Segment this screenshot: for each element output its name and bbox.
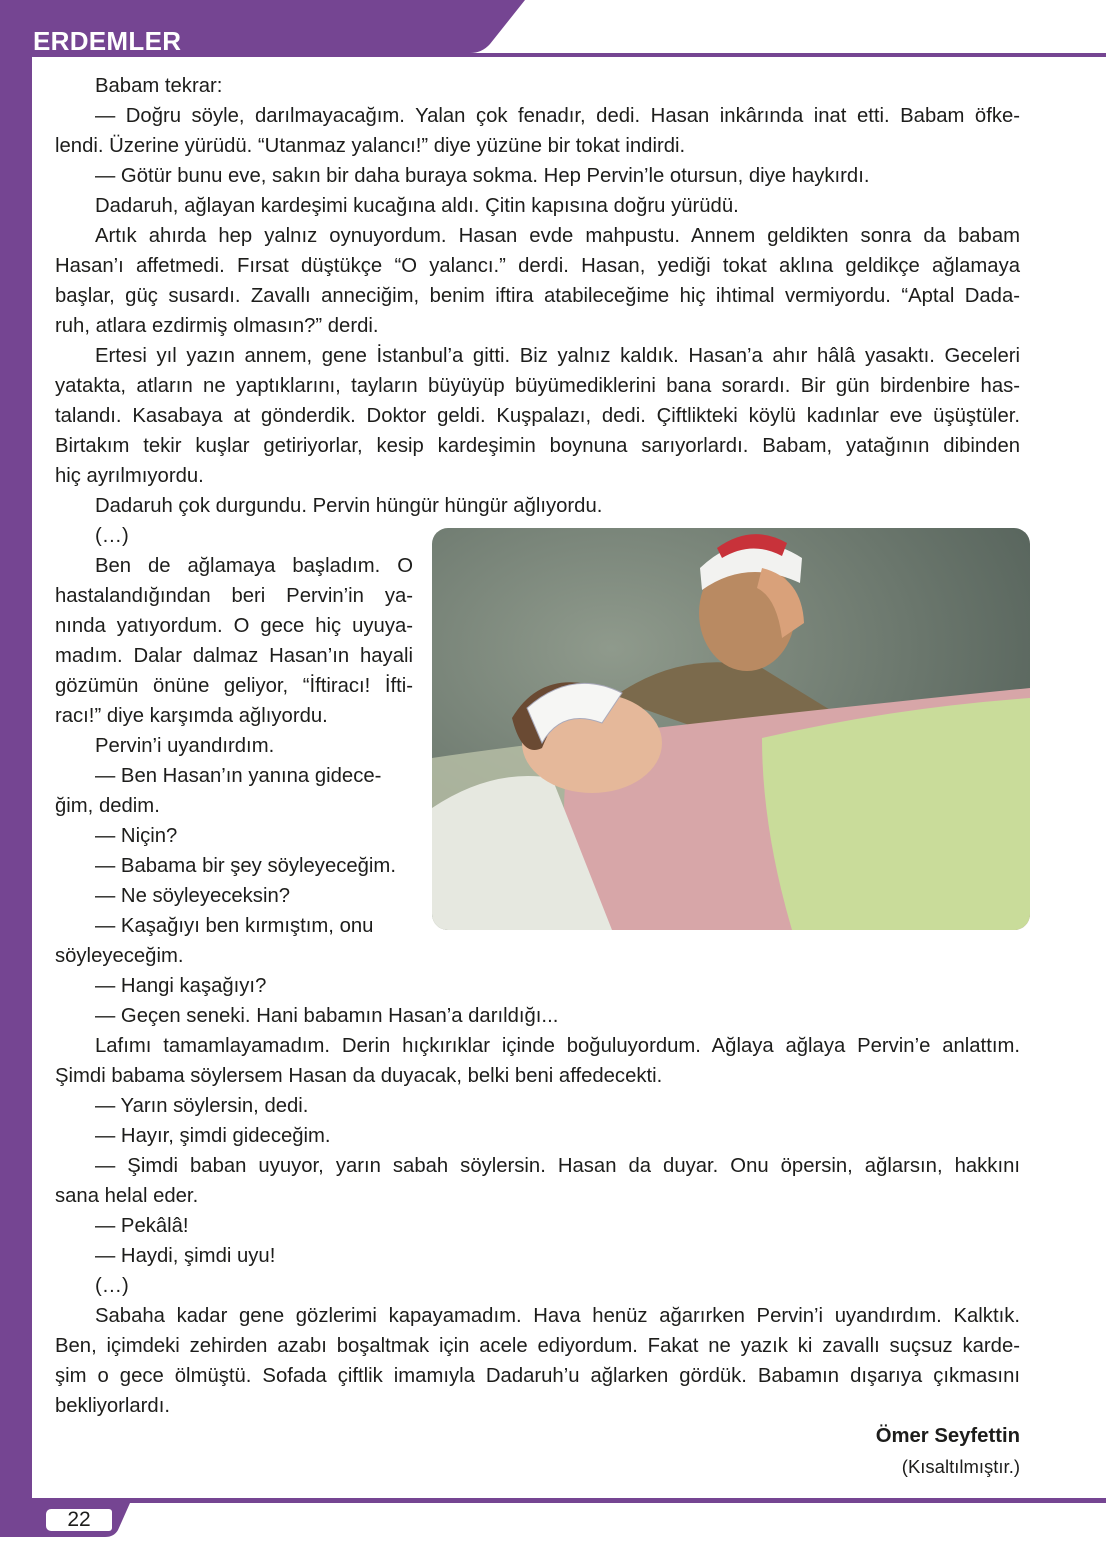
- text-line: — Yarın söylersin, dedi.: [95, 1095, 309, 1117]
- text-line: Ben de ağlamaya başladım. O: [95, 555, 413, 577]
- text-line: Dadaruh, ağlayan kardeşimi kucağına aldı. Çitin kapısına doğru yürüdü.: [95, 195, 739, 217]
- text-line: lendi. Üzerine yürüdü. “Utanmaz yalancı!” diye yüzüne bir tokat indirdi.: [55, 135, 686, 157]
- text-line: — Ne söyleyeceksin?: [95, 885, 291, 907]
- text-line: şim o gece ölmüştü. Sofada çiftlik imamıyla Dadaruh’u ağlarken gördük. Babamın dışarıya çıkmasını: [55, 1365, 1020, 1387]
- text-line: Babam tekrar:: [95, 75, 223, 97]
- text-line: Birtakım tekir kuşlar getiriyorlar, kesip kardeşimin boynuna sarıyorlardı. Babam, yatağının dibinden: [55, 435, 1020, 457]
- text-line: — Hangi kaşağıyı?: [95, 975, 267, 997]
- text-line: — Babama bir şey söyleyeceğim.: [95, 855, 396, 877]
- text-line: — Kaşağıyı ben kırmıştım, onu: [95, 915, 374, 937]
- section-title: ERDEMLER: [33, 26, 182, 56]
- text-line: Artık ahırda hep yalnız oynuyordum. Hasan evde mahpustu. Annem geldikten sonra da babam: [95, 225, 1020, 247]
- text-line: hastalandığından beri Pervin’in ya-: [55, 585, 413, 607]
- text-line: — Doğru söyle, darılmayacağım. Yalan çok fenadır, dedi. Hasan inkârında inat etti. Babam öfke-: [95, 105, 1020, 127]
- footer-banner: [0, 1498, 1106, 1540]
- text-line: Ben, içimdeki zehirden azabı boşaltmak için acele ediyordum. Fakat ne yazık ki zavallı suçsuz karde-: [55, 1335, 1020, 1357]
- text-line: — Geçen seneki. Hani babamın Hasan’a darıldığı...: [95, 1005, 559, 1027]
- text-line: hiç ayrılmıyordu.: [55, 465, 204, 487]
- text-line: başlar, güç susardı. Zavallı anneciğim, benim iftira atabileceğime hiç ihtimal vermiyordu. “Aptal Dada-: [55, 285, 1020, 307]
- left-color-band: [0, 0, 32, 1537]
- text-line: — Götür bunu eve, sakın bir daha buraya sokma. Hep Pervin’le otursun, diye haykırdı.: [95, 165, 870, 187]
- text-line: — Hayır, şimdi gideceğim.: [95, 1125, 331, 1147]
- text-line: bekliyorlardı.: [55, 1395, 170, 1417]
- text-line: nında yatıyordum. O gece hiç uyuya-: [55, 615, 413, 637]
- text-line: (…): [95, 525, 129, 547]
- text-line: Hasan’ı affetmedi. Fırsat düştükçe “O yalancı.” derdi. Hasan, yediği tokat aklına geldikçe ağlamaya: [55, 255, 1020, 277]
- text-line: — Niçin?: [95, 825, 178, 847]
- text-line: talandı. Kasabaya at gönderdik. Doktor geldi. Kuşpalazı, dedi. Çiftlikteki köylü kadınlar eve üşüştüler.: [55, 405, 1020, 427]
- page-number: 22: [46, 1509, 112, 1531]
- text-line: Pervin’i uyandırdım.: [95, 735, 275, 757]
- text-line: ruh, atlara ezdirmiş olmasın?” derdi.: [55, 315, 379, 337]
- text-line: Dadaruh çok durgundu. Pervin hüngür hüngür ağlıyordu.: [95, 495, 603, 517]
- text-line: ğim, dedim.: [55, 795, 160, 817]
- text-line: söyleyeceğim.: [55, 945, 184, 967]
- story-illustration: [432, 528, 1030, 930]
- text-line: Şimdi babama söylersem Hasan da duyacak, belki beni affedecekti.: [55, 1065, 663, 1087]
- text-line: racı!” diye karşımda ağlıyordu.: [55, 705, 328, 727]
- text-line: Lafımı tamamlayamadım. Derin hıçkırıklar içinde boğuluyordum. Ağlaya ağlaya Pervin’e anlattım.: [95, 1035, 1020, 1057]
- text-line: — Ben Hasan’ın yanına gidece-: [95, 765, 382, 787]
- text-line: Sabaha kadar gene gözlerimi kapayamadım. Hava henüz ağarırken Pervin’i uyandırdım. Kalktık.: [95, 1305, 1020, 1327]
- text-line: — Haydi, şimdi uyu!: [95, 1245, 276, 1267]
- text-line: gözümün önüne geliyor, “İftiracı! İfti-: [55, 675, 413, 697]
- text-line: (…): [95, 1275, 129, 1297]
- text-line: — Şimdi baban uyuyor, yarın sabah söylersin. Hasan da duyar. Onu öpersin, ağlarsın, hakkını: [95, 1155, 1020, 1177]
- text-line: yatakta, atların ne yaptıklarını, tayların büyüyüp büyümediklerini bana sorardı. Bir gün birdenbire has-: [55, 375, 1020, 397]
- abridged-note: (Kısaltılmıştır.): [901, 1456, 1020, 1477]
- author-name: Ömer Seyfettin: [875, 1425, 1020, 1447]
- text-line: — Pekâlâ!: [95, 1215, 189, 1237]
- text-line: Ertesi yıl yazın annem, gene İstanbul’a gitti. Biz yalnız kaldık. Hasan’a ahır hâlâ yasaktı. Geceleri: [95, 345, 1020, 367]
- text-line: madım. Dalar dalmaz Hasan’ın hayali: [55, 645, 413, 667]
- text-line: sana helal eder.: [55, 1185, 199, 1207]
